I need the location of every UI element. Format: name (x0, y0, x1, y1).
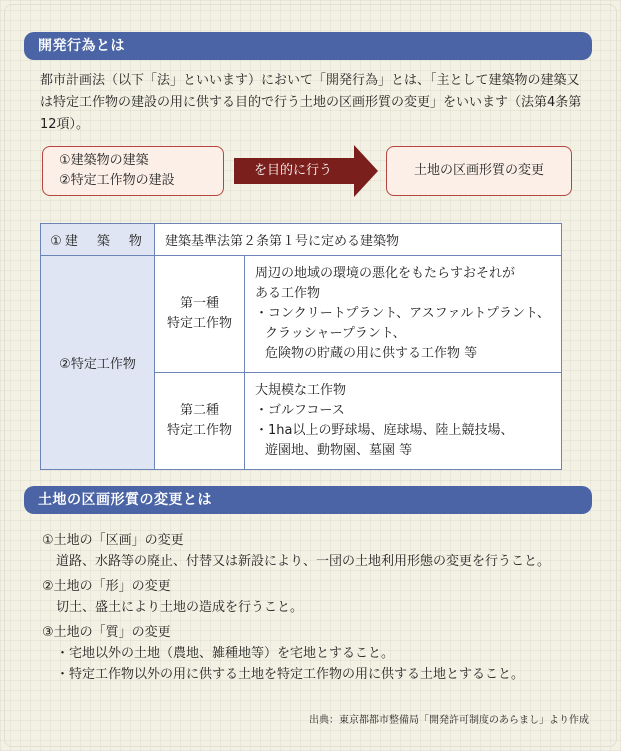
intro-paragraph: 都市計画法（以下「法」といいます）において「開発行為」とは、「主として建築物の建築又は特定工作物の建設の用に供する目的で行う土地の区画形質の変更」をいいます（法第4条第12項）。 (40, 73, 582, 132)
kind2-desc-line: ・ゴルフコース (255, 403, 345, 418)
land-item-3-title: ③土地の「質」の変更 (42, 625, 171, 640)
kind1-desc-line: 危険物の貯蔵の用に供する工作物 等 (265, 346, 478, 361)
land-item-1-title: ①土地の「区画」の変更 (42, 533, 184, 548)
table-kind1-label (155, 256, 245, 373)
flow-purpose-box (42, 146, 224, 196)
table-row-building (41, 224, 562, 256)
kind1-desc-line: ある工作物 (255, 286, 321, 301)
land-item-1-body: 道路、水路等の廃止、付替又は新設により、一団の土地利用形態の変更を行うこと。 (56, 554, 551, 569)
kind1-desc-line: クラッシャープラント、 (265, 326, 406, 341)
table-row-special-1 (41, 256, 562, 373)
flow-purpose-line-2: ②特定工作物の建設 (59, 173, 175, 188)
table-special-label: ②特定工作物 (41, 256, 155, 470)
kind1-desc-line: ・コンクリートプラント、アスファルトプラント、 (255, 306, 550, 321)
kind1-label-line-2: 特定工作物 (166, 316, 232, 331)
kind2-label-line-2: 特定工作物 (166, 423, 232, 438)
kind2-desc-line: ・1ha以上の野球場、庭球場、陸上競技場、 (255, 423, 514, 438)
flow-result-box: 土地の区画形質の変更 (386, 146, 572, 196)
land-item-2-body: 切土、盛土により土地の造成を行うこと。 (56, 600, 304, 615)
flow-arrow (234, 145, 378, 197)
kind1-label-line-1: 第一種 (179, 296, 219, 311)
flow-arrow-label: を目的に行う (253, 163, 332, 178)
section-header-kaihatsu: 開発行為とは (24, 32, 592, 60)
land-item-2-title: ②土地の「形」の変更 (42, 579, 171, 594)
kind1-desc-line: 周辺の地域の環境の悪化をもたらすおそれが (255, 266, 516, 281)
land-item-3-body-1: ・宅地以外の土地（農地、雑種地等）を宅地とすること。 (56, 646, 395, 661)
flow-purpose-line-1: ①建築物の建築 (59, 153, 149, 168)
table-building-label: ①建 築 物 (41, 224, 155, 256)
kind2-label-line-1: 第二種 (179, 403, 219, 418)
land-change-list (42, 528, 592, 685)
source-note: 出典：東京都都市整備局「開発許可制度のあらまし」より作成 (309, 715, 589, 726)
land-item-3-body-2: ・特定工作物以外の用に供する土地を特定工作物の用に供する土地とすること。 (56, 667, 525, 682)
kind2-desc-line: 遊園地、動物園、墓園 等 (265, 443, 413, 458)
section-header-kukaku: 土地の区画形質の変更とは (24, 486, 592, 514)
definition-table (40, 223, 562, 470)
table-kind2-label (155, 373, 245, 470)
table-building-definition: 建築基準法第２条第１号に定める建築物 (155, 224, 562, 256)
table-kind1-description (245, 256, 562, 373)
kind2-desc-line: 大規模な工作物 (255, 383, 347, 398)
table-kind2-description (245, 373, 562, 470)
